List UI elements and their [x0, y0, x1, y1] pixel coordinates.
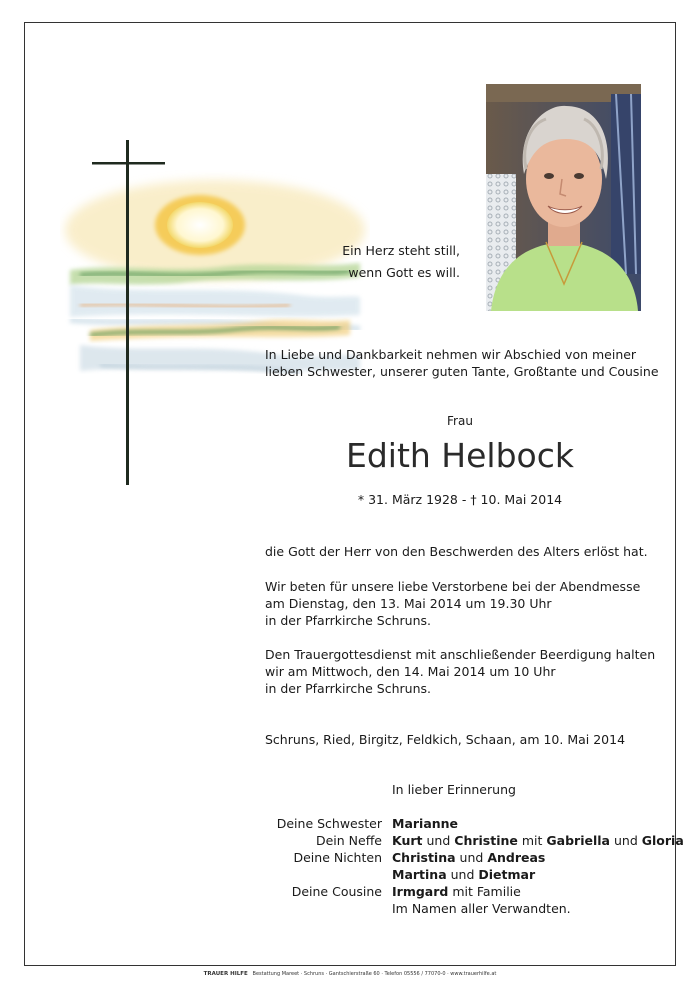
- mass-line-3: in der Pfarrkirche Schruns.: [265, 613, 431, 628]
- salutation: Frau: [447, 414, 473, 428]
- mass-line-1: Wir beten für unsere liebe Verstorbene bei der Abendmesse: [265, 579, 641, 594]
- funeral-line-2: wir am Mittwoch, den 14. Mai 2014 um 10 Uhr: [265, 664, 556, 679]
- release-text: die Gott der Herr von den Beschwerden des Alters erlöst hat.: [265, 544, 648, 559]
- funeral-line-1: Den Trauergottesdienst mit anschließender Beerdigung halten: [265, 647, 656, 662]
- intro-line-1: In Liebe und Dankbarkeit nehmen wir Abschied von meiner: [265, 347, 637, 362]
- memory-heading: In lieber Erinnerung: [392, 782, 516, 797]
- motto-line-1: Ein Herz steht still,: [342, 243, 460, 258]
- nieces-label: Deine Nichten: [293, 850, 382, 865]
- footer-brand: TRAUER HILFE: [203, 971, 248, 977]
- deceased-name: Edith Helbock: [346, 436, 574, 475]
- all-relatives: Im Namen aller Verwandten.: [392, 901, 571, 916]
- intro-line-2: lieben Schwester, unserer guten Tante, Großtante und Cousine: [265, 364, 659, 379]
- portrait-photo: [486, 84, 641, 311]
- footer: [0, 971, 700, 977]
- sister-name: Marianne: [392, 816, 459, 831]
- life-dates: * 31. März 1928 - † 10. Mai 2014: [357, 492, 563, 507]
- cousin-label: Deine Cousine: [291, 884, 382, 899]
- nephew-names: Kurt und Christine mit Gabriella und Gloria: [392, 833, 684, 848]
- sister-label: Deine Schwester: [276, 816, 382, 831]
- footer-text: Bestattung Mareet · Schruns · Gantschierstraße 60 · Telefon 05556 / 77070-0 · www.trauerhilfe.at: [252, 971, 497, 977]
- place-date: Schruns, Ried, Birgitz, Feldkich, Schaan, am 10. Mai 2014: [265, 732, 626, 747]
- mass-line-2: am Dienstag, den 13. Mai 2014 um 19.30 Uhr: [265, 596, 552, 611]
- funeral-line-3: in der Pfarrkirche Schruns.: [265, 681, 431, 696]
- nieces-names-1: Christina und Andreas: [392, 850, 546, 865]
- nephew-label: Dein Neffe: [315, 833, 382, 848]
- nieces-names-2: Martina und Dietmar: [392, 867, 536, 882]
- motto-line-2: wenn Gott es will.: [348, 265, 460, 280]
- cousin-names: Irmgard mit Familie: [392, 884, 521, 899]
